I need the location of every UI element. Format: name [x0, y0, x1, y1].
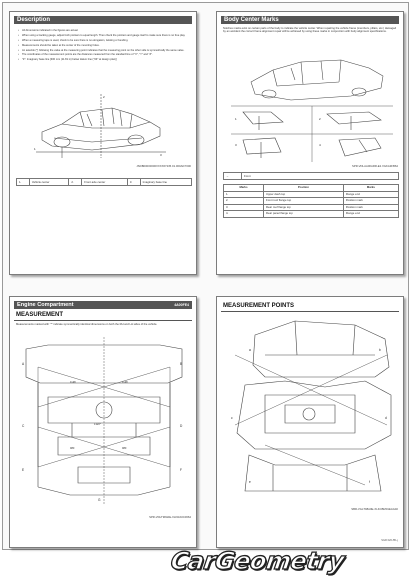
bullet-item: • When using a tracking gauge, adjust both pointers to equal length. Then check the pointers and gauge itself to make sure there is no free play. [18, 34, 190, 37]
legend-num: 3. [127, 179, 140, 186]
legend-label: Vehicle center [29, 179, 69, 186]
divider [221, 311, 399, 312]
subsection-title: MEASUREMENT POINTS [223, 303, 295, 309]
svg-text:A: A [22, 362, 25, 366]
page-measurement-points [216, 296, 404, 548]
table-row [224, 198, 399, 205]
legend-num: 2. [69, 179, 82, 186]
mark-position: Front roof flange top [264, 198, 344, 205]
mark-type: Flange end [343, 191, 398, 198]
subsection-title: MEASUREMENT [16, 312, 64, 318]
bullet-item: • Measurements should be taken at the center of the mounting holes. [18, 44, 190, 47]
bullet-item: • When a measuring tape is used, check to be sure there is no elongation, twisting or bending. [18, 39, 190, 42]
legend-num: 1. [17, 179, 30, 186]
mark-position: Rear panel flange top [264, 211, 344, 218]
table-row [224, 173, 399, 180]
figure-reference: SPR-VDLAA00ARR-E2.XGKA3FB62 [351, 164, 398, 168]
watermark-logo: CarGeometry [169, 547, 346, 575]
mark-type: Flange end [343, 211, 398, 218]
svg-text:c: c [231, 416, 233, 420]
svg-text:E: E [22, 468, 25, 472]
column-header: Position [264, 185, 344, 192]
mark-num: 3. [224, 204, 264, 211]
section-header: Body Center Marks [221, 16, 399, 24]
page-description [9, 11, 197, 275]
table-row [17, 179, 192, 186]
bullet-list [18, 29, 190, 63]
divider [14, 320, 192, 321]
figure-reference: SBR-VGLT98A0E-XLKCBM01EAG40 [351, 507, 398, 511]
mark-position: Upper dash top [264, 191, 344, 198]
mark-num: 4. [224, 211, 264, 218]
car-body-frame-diagram [32, 92, 170, 160]
svg-text:d: d [385, 416, 387, 420]
bullet-item: • All dimensions indicated in the figures are actual. [18, 29, 190, 32]
mark-num: 1. [224, 191, 264, 198]
column-header: Marks [343, 185, 398, 192]
svg-text:1320*: 1320* [94, 423, 101, 426]
measurement-note: Measurements marked with "*" indicate symmetrically identical dimensions on both the RH and LH sides of the vehicle. [16, 323, 158, 326]
svg-text:1: 1 [34, 147, 36, 151]
svg-text:G: G [98, 498, 101, 502]
bullet-item: • The coordinates of the measurement points are the distances measured from the standard line of "X", "Y" and "Z". [18, 53, 190, 56]
svg-text:F: F [180, 468, 182, 472]
table-header-row [224, 185, 399, 192]
table-row [224, 191, 399, 198]
page-engine-compartment [9, 296, 197, 548]
svg-text:b: b [379, 348, 381, 352]
section-header [14, 301, 192, 309]
table-row [224, 204, 399, 211]
intro-text: Notches marks exist on certain parts of the body to indicate the vehicle center. When repairing the vehicle frame (members, pillars, etc.) damaged by an accident the correct frame alignment repair will be achieved by using these marks in conjunction with body alignment specifications. [223, 27, 397, 34]
bullet-item: • "Z": Imaginary base line [300 mm (11.81 in) below datum line ("0Z" at design plan)] [18, 58, 190, 61]
legend-label: Imaginary base line [140, 179, 191, 186]
svg-text:1148: 1148 [70, 381, 76, 384]
svg-text:980: 980 [122, 447, 127, 450]
front-legend-table [223, 172, 399, 180]
svg-text:a: a [249, 348, 251, 352]
mark-num: 2. [224, 198, 264, 205]
svg-text:3: 3 [235, 143, 237, 147]
svg-text:f: f [369, 480, 370, 484]
svg-text:980: 980 [70, 447, 75, 450]
column-header: Marks [224, 185, 264, 192]
svg-text:4: 4 [319, 143, 321, 147]
mark-type: Position mark [343, 198, 398, 205]
page-body-center-marks [216, 11, 404, 275]
svg-text:1: 1 [235, 117, 237, 121]
svg-text:C: C [22, 424, 25, 428]
svg-text:2: 2 [319, 117, 321, 121]
mark-position: Rear roof flange top [264, 204, 344, 211]
svg-text:3: 3 [160, 153, 162, 157]
section-tag: 4A00FE4 [174, 303, 189, 307]
svg-text:2: 2 [103, 95, 105, 99]
section-header: Description [14, 16, 192, 24]
section-title: Engine Compartment [17, 302, 74, 308]
figure-reference: JSDB00000000XXXX67235.01.000A0/7000 [136, 164, 191, 168]
svg-text:1148: 1148 [122, 381, 128, 384]
svg-text:e: e [249, 480, 251, 484]
body-marks-diagram [231, 40, 393, 162]
marks-table [223, 184, 399, 218]
legend-table [16, 178, 192, 186]
mark-type: Position mark [343, 204, 398, 211]
table-row [224, 211, 399, 218]
legend-arrow: → [224, 173, 242, 180]
legend-label: Front [242, 173, 399, 180]
svg-text:D: D [180, 424, 183, 428]
figure-reference: SPR-VDLT98A0E-XLKRA0C0662 [149, 515, 191, 519]
page-footer: SGR 020 /B1-j [381, 539, 398, 542]
bullet-item: • An asterisk (*) following the value at the measuring point indicates that the measuring point on the other side is symmetrically the same value. [18, 49, 190, 52]
svg-text:B: B [180, 362, 183, 366]
legend-label: Front axle center [82, 179, 128, 186]
engine-compartment-diagram [18, 337, 190, 505]
measurement-points-diagram [225, 315, 397, 503]
document-sheet [2, 2, 409, 550]
